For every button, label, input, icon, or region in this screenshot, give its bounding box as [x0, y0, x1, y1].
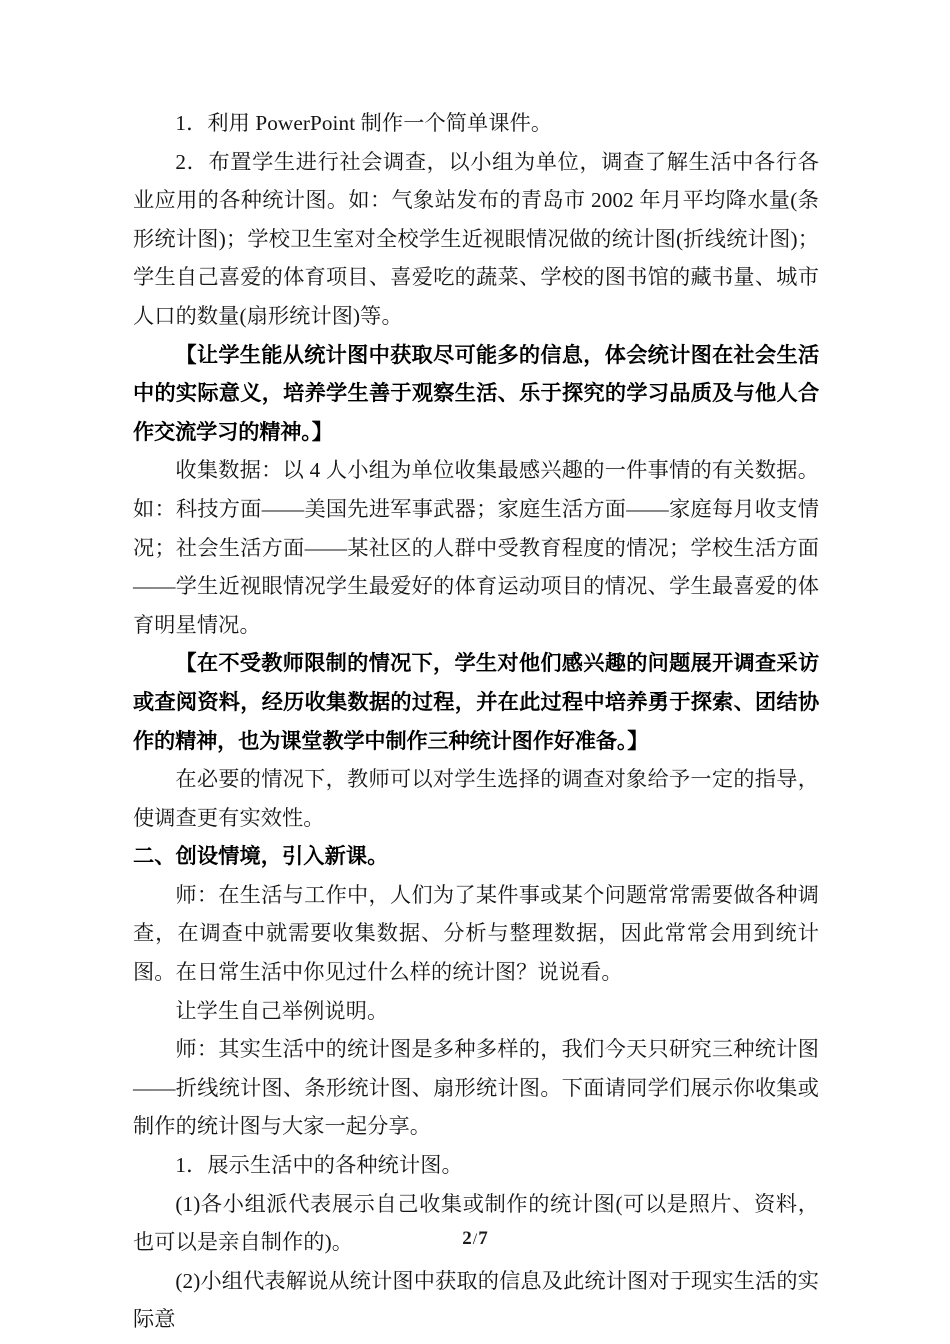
paragraph-activity-1-1: (1)各小组派代表展示自己收集或制作的统计图(可以是照片、资料，也可以是亲自制作的)。 [133, 1191, 819, 1255]
paragraph-teacher-guidance: 在必要的情况下，教师可以对学生选择的调查对象给予一定的指导，使调查更有实效性。 [133, 767, 819, 830]
page-number-separator: / [472, 1231, 478, 1248]
paragraph-activity-1-2: (2)小组代表解说从统计图中获取的信息及此统计图对于现实生活的实际意 [133, 1268, 819, 1332]
paragraph-teacher-speech-2: 师：其实生活中的统计图是多种多样的，我们今天只研究三种统计图——折线统计图、条形统计图、扇形统计图。下面请同学们展示你收集或制作的统计图与大家一起分享。 [133, 1037, 819, 1139]
paragraph-note-2: 【在不受教师限制的情况下，学生对他们感兴趣的问题展开调查采访或查阅资料，经历收集数据的过程，并在此过程中培养勇于探索、团结协作的精神，也为课堂教学中制作三种统计图作好准备。】 [133, 651, 819, 753]
section-heading-2: 二、创设情境，引入新课。 [133, 844, 389, 869]
paragraph-item-2: 2．布置学生进行社会调查，以小组为单位，调查了解生活中各行各业应用的各种统计图。如：气象站发布的青岛市 2002 年月平均降水量(条形统计图)；学校卫生室对全校学生近视眼情况做的统计图(折线统计图)；学生自己喜爱的体育项目、喜爱吃的蔬菜、学校的图书馆的藏书量、城市人口的数量(扇形统计图)等。 [133, 149, 819, 328]
page-number-current: 2 [462, 1228, 472, 1249]
document-text-column [133, 104, 819, 1339]
page-footer [0, 1227, 950, 1252]
paragraph-note-1: 【让学生能从统计图中获取尽可能多的信息，体会统计图在社会生活中的实际意义，培养学生善于观察生活、乐于探究的学习品质及与他人合作交流学习的精神。】 [133, 342, 819, 444]
paragraph-students-examples: 让学生自己举例说明。 [175, 998, 389, 1023]
paragraph-teacher-speech-1: 师：在生活与工作中，人们为了某件事或某个问题常常需要做各种调查，在调查中就需要收集数据、分析与整理数据，因此常常会用到统计图。在日常生活中你见过什么样的统计图？说说看。 [133, 882, 819, 985]
page-number-total: 7 [478, 1228, 488, 1249]
paragraph-activity-1: 1．展示生活中的各种统计图。 [175, 1153, 463, 1178]
paragraph-collect-data: 收集数据：以 4 人小组为单位收集最感兴趣的一件事情的有关数据。如：科技方面——美国先进军事武器；家庭生活方面——家庭每月收支情况；社会生活方面——某社区的人群中受教育程度的情况；学校生活方面——学生近视眼情况学生最爱好的体育运动项目的情况、学生最喜爱的体育明星情况。 [133, 458, 819, 637]
paragraph-item-1: 1．利用 PowerPoint 制作一个简单课件。 [175, 111, 553, 135]
